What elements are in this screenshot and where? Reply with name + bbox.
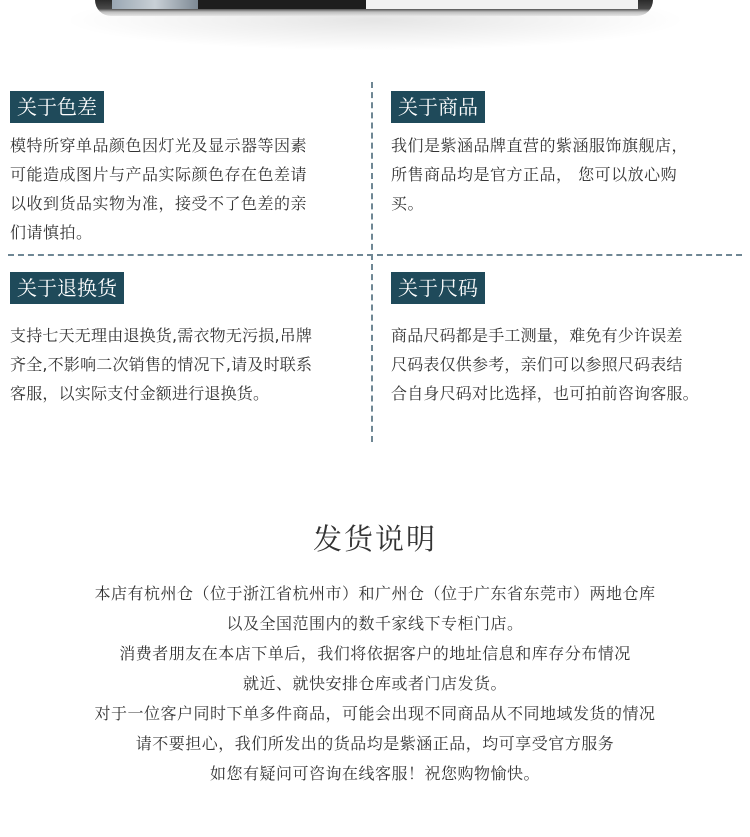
tag-product: 关于商品 xyxy=(391,91,485,123)
shipping-line: 以及全国范围内的数千家线下专柜门店。 xyxy=(226,614,524,633)
shipping-line: 就近、就快安排仓库或者门店发货。 xyxy=(242,674,507,693)
laptop-screen-light xyxy=(366,0,638,9)
laptop-screen-dark xyxy=(198,0,366,9)
product-line: 所售商品均是官方正品， 您可以放心购 xyxy=(391,165,678,184)
returns-line: 客服，以实际支付金额进行退换货。 xyxy=(10,384,270,403)
color-diff-text xyxy=(10,131,307,247)
color-diff-line: 模特所穿单品颜色因灯光及显示器等因素 xyxy=(10,136,308,155)
product-line: 买。 xyxy=(391,194,425,213)
laptop-screen-photo xyxy=(112,0,198,9)
returns-text xyxy=(10,321,312,408)
color-diff-line: 可能造成图片与产品实际颜色存在色差请 xyxy=(10,165,308,184)
returns-line: 支持七天无理由退换货,需衣物无污损,吊牌 xyxy=(10,326,313,345)
shipping-line: 对于一位客户同时下单多件商品，可能会出现不同商品从不同地域发货的情况 xyxy=(94,704,656,723)
shipping-line: 如您有疑问可咨询在线客服！祝您购物愉快。 xyxy=(209,764,540,783)
shipping-line: 本店有杭州仓（位于浙江省杭州市）和广州仓（位于广东省东莞市）两地仓库 xyxy=(94,584,656,603)
horizontal-divider xyxy=(8,254,742,256)
shipping-title: 发货说明 xyxy=(312,522,437,556)
tag-sizing: 关于尺码 xyxy=(391,272,485,304)
returns-line: 齐全,不影响二次销售的情况下,请及时联系 xyxy=(10,355,313,374)
sizing-line: 尺码表仅供参考，亲们可以参照尺码表结 xyxy=(391,355,683,374)
product-line: 我们是紫涵品牌直营的紫涵服饰旗舰店， xyxy=(391,136,689,155)
color-diff-line: 们请慎拍。 xyxy=(10,223,93,242)
shipping-text xyxy=(0,579,750,789)
product-text xyxy=(391,131,688,218)
shipping-line: 消费者朋友在本店下单后，我们将依据客户的地址信息和库存分布情况 xyxy=(119,644,631,663)
color-diff-line: 以收到货品实物为准，接受不了色差的亲 xyxy=(10,194,308,213)
shipping-line: 请不要担心，我们所发出的货品均是紫涵正品，均可享受官方服务 xyxy=(135,734,615,753)
laptop-image xyxy=(0,0,750,70)
vertical-divider xyxy=(371,82,373,442)
tag-color-diff: 关于色差 xyxy=(10,91,104,123)
sizing-line: 合自身尺码对比选择，也可拍前咨询客服。 xyxy=(391,384,699,403)
sizing-text xyxy=(391,321,699,408)
tag-returns: 关于退换货 xyxy=(10,272,124,304)
sizing-line: 商品尺码都是手工测量，难免有少许误差 xyxy=(391,326,683,345)
